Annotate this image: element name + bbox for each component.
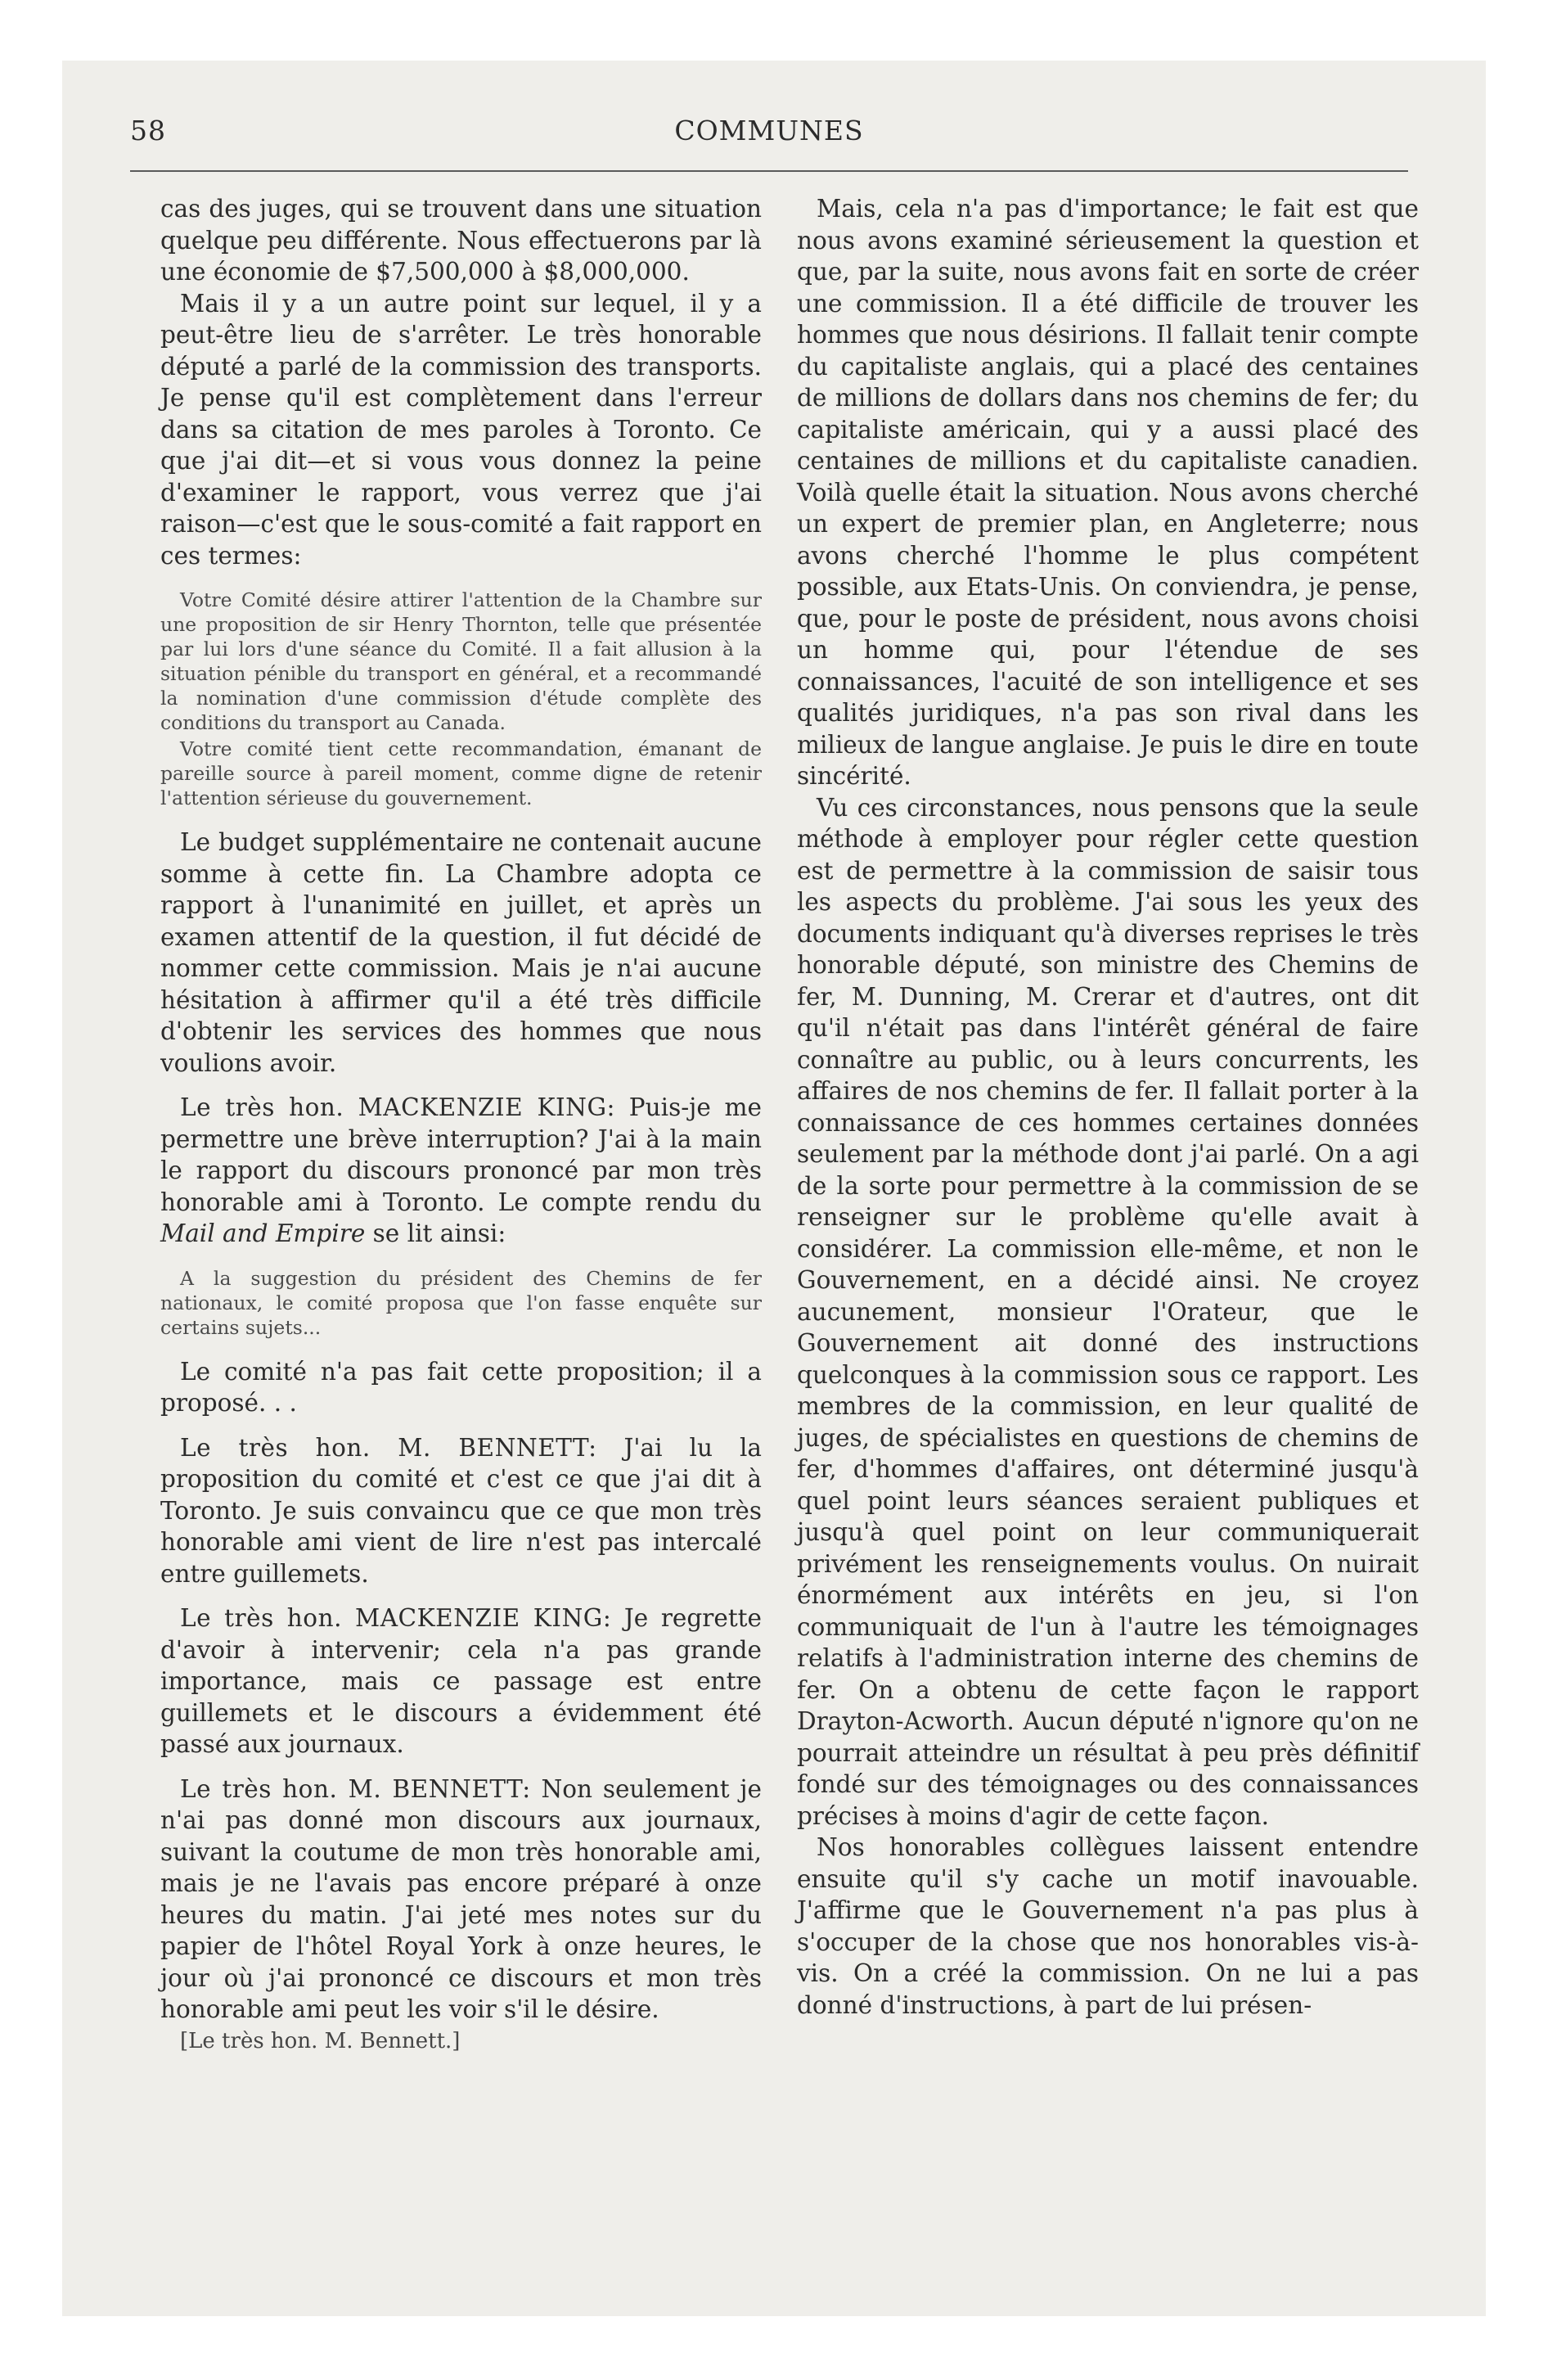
- speech-text: se lit ainsi:: [365, 1219, 506, 1247]
- quotation: Votre Comité désire attirer l'attention de la Chambre sur une proposition de sir Henry Thornton, telle que présentée par lui lors d'une séance du Comité. Il a fait allusion à la situation pénible du transport en général, et a recommandé la nomination d'une commission d'étude complète des conditions du transport au Canada.: [160, 588, 762, 734]
- paragraph: Mais, cela n'a pas d'importance; le fait est que nous avons examiné sérieusement la question et que, par la suite, nous avons fait en sorte de créer une commission. Il a été difficile de trouver les hommes que nous désirions. Il fallait tenir compte du capitaliste anglais, qui a placé des centaines de millions de dollars dans nos chemins de fer; du capitaliste américain, qui y a aussi placé des centaines de millions et du capitaliste canadien. Voilà quelle était la situation. Nous avons cherché un expert de premier plan, en Angleterre; nous avons cherché l'homme le plus compétent possible, aux Etats-Unis. On conviendra, je pense, que, pour le poste de président, nous avons choisi un homme qui, pour l'étendue de ses connaissances, l'acuité de son intelligence et ses qualités juridiques, n'a pas son rival dans les milieux de langue anglaise. Je puis le dire en toute sincérité.: [797, 195, 1419, 790]
- speaker-name: Le très hon. MACKENZIE KING:: [180, 1093, 616, 1121]
- right-column: [797, 193, 1419, 2021]
- page-number: 58: [130, 115, 166, 146]
- paragraph: Mais il y a un autre point sur lequel, il y a peut-être lieu de s'arrêter. Le très honorable député a parlé de la commission des transports. Je pense qu'il est complètement dans l'erreur dans sa citation de mes paroles à Toronto. Ce que j'ai dit—et si vous vous donnez la peine d'examiner le rapport, vous verrez que j'ai raison—c'est que le sous-comité a fait rapport en ces termes:: [160, 289, 762, 570]
- running-head: COMMUNES: [674, 115, 864, 146]
- speech: [160, 1602, 762, 1760]
- left-column: [160, 193, 762, 2057]
- speaker-name: Le très hon. MACKENZIE KING:: [180, 1604, 612, 1632]
- speech: [160, 1092, 762, 1250]
- speaker-name: Le très hon. M. BENNETT:: [180, 1774, 531, 1803]
- newspaper-title: Mail and Empire: [160, 1219, 366, 1247]
- paragraph: Nos honorables collègues laissent entendre ensuite qu'il s'y cache un motif inavouable. J'affirme que le Gouvernement n'a pas plus à s'occuper de la chose que nos honorables vis-à-vis. On a créé la commission. On ne lui a pas donné d'instructions, à part de lui présen-: [797, 1833, 1419, 2019]
- speaker-name: Le très hon. M. BENNETT:: [180, 1433, 597, 1462]
- speech-text: Non seulement je n'ai pas donné mon discours aux journaux, suivant la coutume de mon très honorable ami, mais je ne l'avais pas encore préparé à onze heures du matin. J'ai jeté mes notes sur du papier de l'hôtel Royal York à onze heures, le jour où j'ai prononcé ce discours et mon très honorable ami peut les voir s'il le désire.: [160, 1774, 762, 2023]
- speech: [160, 1432, 762, 1590]
- speech-text: J'ai lu la proposition du comité et c'est ce que j'ai dit à Toronto. Je suis convaincu que ce que mon très honorable ami vient de lire n'est pas intercalé entre guillemets.: [160, 1433, 763, 1588]
- paragraph: Vu ces circonstances, nous pensons que la seule méthode à employer pour régler cette question est de permettre à la commission de saisir tous les aspects du problème. J'ai sous les yeux des documents indiquant qu'à diverses reprises le très honorable député, son ministre des Chemins de fer, M. Dunning, M. Crerar et d'autres, ont dit qu'il n'était pas dans l'intérêt général de faire connaître au public, ou à leurs concurrents, les affaires de nos chemins de fer. Il fallait porter à la connaissance de ces hommes certaines données seulement par la méthode dont j'ai parlé. On a agi de la sorte pour permettre à la commission de se renseigner sur le problème qu'elle avait à considérer. La commission elle-même, et non le Gouvernement, en a décidé ainsi. Ne croyez aucunement, monsieur l'Orateur, que le Gouvernement ait donné des instructions quelconques à la commission sous ce rapport. Les membres de la commission, en leur qualité de juges, de spécialistes en questions de chemins de fer, d'hommes d'affaires, ont déterminé jusqu'à quel point leurs séances seraient publiques et jusqu'à quel point on leur communiquerait privément les renseignements voulus. On nuirait énormément aux intérêts en jeu, si l'on communiquait de l'un à l'autre les témoignages relatifs à l'administration interne des chemins de fer. On a obtenu de cette façon le rapport Drayton-Acworth. Aucun député n'ignore qu'on ne pourrait atteindre un résultat à peu près définitif fondé sur des témoignages ou des connaissances précises à moins d'agir de cette façon.: [797, 793, 1419, 1830]
- speech-text: Puis-je me permettre une brève interruption? J'ai à la main le rapport du discours prononcé par mon très honorable ami à Toronto. Le compte rendu du: [160, 1093, 762, 1216]
- page-header: [130, 115, 1408, 151]
- page-footer-note: [Le très hon. M. Bennett.]: [180, 2028, 461, 2053]
- speech: [160, 1774, 762, 2026]
- quotation: A la suggestion du président des Chemins de fer nationaux, le comité proposa que l'on fasse enquête sur certains sujets...: [160, 1266, 762, 1339]
- paragraph: Le budget supplémentaire ne contenait aucune somme à cette fin. La Chambre adopta ce rapport à l'unanimité en juillet, et après un examen attentif de la question, il fut décidé de nommer cette commission. Mais je n'ai aucune hésitation à affirmer qu'il a été très difficile d'obtenir les services des hommes que nous voulions avoir.: [160, 828, 762, 1077]
- paragraph: Le comité n'a pas fait cette proposition; il a proposé. . .: [160, 1357, 762, 1417]
- quotation: Votre comité tient cette recommandation, émanant de pareille source à pareil moment, comme digne de retenir l'attention sérieuse du gouvernement.: [160, 737, 762, 809]
- paragraph: cas des juges, qui se trouvent dans une situation quelque peu différente. Nous effectuerons par là une économie de $7,500,000 à $8,000,000.: [160, 195, 762, 286]
- header-rule: [130, 170, 1408, 172]
- speech-text: Je regrette d'avoir à intervenir; cela n'a pas grande importance, mais ce passage est entre guillemets et le discours a évidemment été passé aux journaux.: [160, 1604, 762, 1758]
